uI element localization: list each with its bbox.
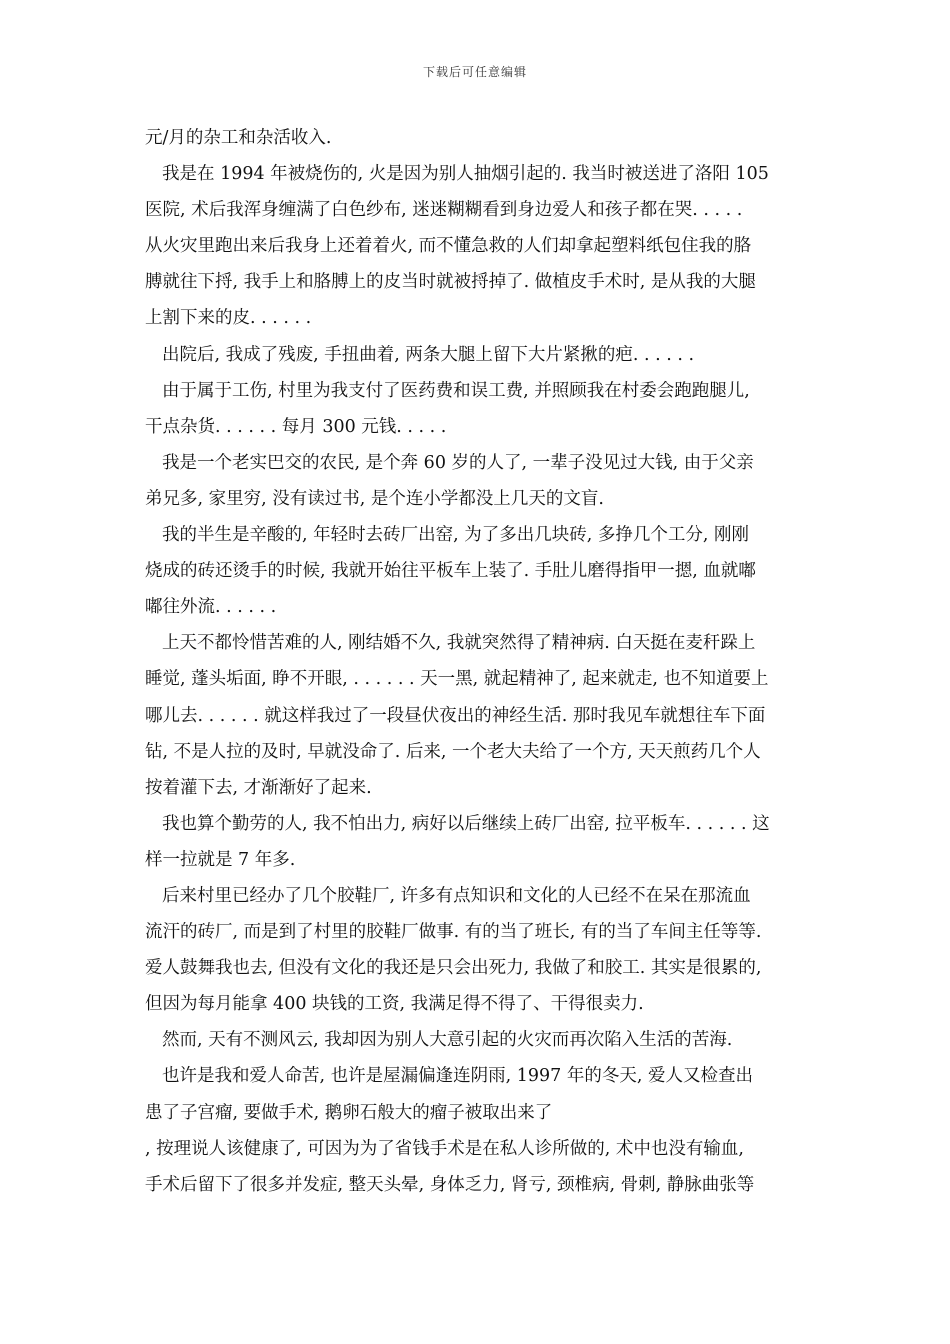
text-line: 哪儿去. . . . . . 就这样我过了一段昼伏夜出的神经生活. 那时我见车就想往车下面	[145, 705, 766, 726]
document-body	[145, 120, 810, 1203]
text-line: 上割下来的皮. . . . . .	[145, 308, 312, 329]
text-line: 医院, 术后我浑身缠满了白色纱布, 迷迷糊糊看到身边爱人和孩子都在哭. . . . .	[145, 200, 743, 221]
text-line: 患了子宫瘤, 要做手术, 鹅卵石般大的瘤子被取出来了	[145, 1102, 553, 1123]
text-line: 由于属于工伤, 村里为我支付了医药费和误工费, 并照顾我在村委会跑跑腿儿,	[162, 380, 750, 401]
text-line: 膊就往下捋, 我手上和胳膊上的皮当时就被捋掉了. 做植皮手术时, 是从我的大腿	[145, 272, 756, 293]
text-line: 从火灾里跑出来后我身上还着着火, 而不懂急救的人们却拿起塑料纸包住我的胳	[145, 236, 752, 257]
text-line: 睡觉, 蓬头垢面, 睁不开眼, . . . . . . 天一黑, 就起精神了, 起来就走, 也不知道要上	[145, 669, 769, 690]
text-line: 按着灌下去, 才渐渐好了起来.	[145, 777, 372, 798]
text-line: 但因为每月能拿 400 块钱的工资, 我满足得不得了、干得很卖力.	[145, 994, 644, 1015]
text-line: 弟兄多, 家里穷, 没有读过书, 是个连小学都没上几天的文盲.	[145, 488, 604, 509]
text-line: 流汗的砖厂, 而是到了村里的胶鞋厂做事. 有的当了班长, 有的当了车间主任等等.	[145, 922, 762, 943]
page-header: 下载后可任意编辑	[422, 65, 527, 79]
text-line: 出院后, 我成了残废, 手扭曲着, 两条大腿上留下大片紧揪的疤. . . . . .	[162, 344, 695, 365]
text-line: 干点杂货. . . . . . 每月 300 元钱. . . . .	[145, 416, 447, 437]
text-line: 我是一个老实巴交的农民, 是个奔 60 岁的人了, 一辈子没见过大钱, 由于父亲	[162, 452, 754, 473]
text-line: 后来村里已经办了几个胶鞋厂, 许多有点知识和文化的人已经不在呆在那流血	[162, 885, 751, 906]
text-line: 嘟往外流. . . . . .	[145, 597, 277, 618]
text-line: 然而, 天有不测风云, 我却因为别人大意引起的火灾而再次陷入生活的苦海.	[162, 1030, 733, 1051]
text-line: 烧成的砖还烫手的时候, 我就开始往平板车上装了. 手肚儿磨得指甲一摁, 血就嘟	[145, 561, 756, 582]
text-line: 样一拉就是 7 年多.	[145, 849, 296, 870]
text-line: 元/月的杂工和杂活收入.	[145, 128, 332, 148]
text-line: 也许是我和爱人命苦, 也许是屋漏偏逢连阴雨, 1997 年的冬天, 爱人又检查出	[162, 1066, 753, 1087]
text-line: 我的半生是辛酸的, 年轻时去砖厂出窑, 为了多出几块砖, 多挣几个工分, 刚刚	[162, 525, 749, 546]
text-line: 爱人鼓舞我也去, 但没有文化的我还是只会出死力, 我做了和胶工. 其实是很累的,	[145, 958, 762, 979]
text-line: 手术后留下了很多并发症, 整天头晕, 身体乏力, 肾亏, 颈椎病, 骨刺, 静脉曲张等	[145, 1174, 755, 1195]
text-line: 我是在 1994 年被烧伤的, 火是因为别人抽烟引起的. 我当时被送进了洛阳 105	[162, 164, 769, 185]
text-line: 我也算个勤劳的人, 我不怕出力, 病好以后继续上砖厂出窑, 拉平板车. . . . . . 这	[162, 813, 770, 834]
text-line: , 按理说人该健康了, 可因为为了省钱手术是在私人诊所做的, 术中也没有输血,	[145, 1138, 744, 1159]
text-line: 钻, 不是人拉的及时, 早就没命了. 后来, 一个老大夫给了一个方, 天天煎药几个人	[145, 741, 761, 762]
text-line: 上天不都怜惜苦难的人, 刚结婚不久, 我就突然得了精神病. 白天挺在麦秆跺上	[162, 633, 756, 654]
